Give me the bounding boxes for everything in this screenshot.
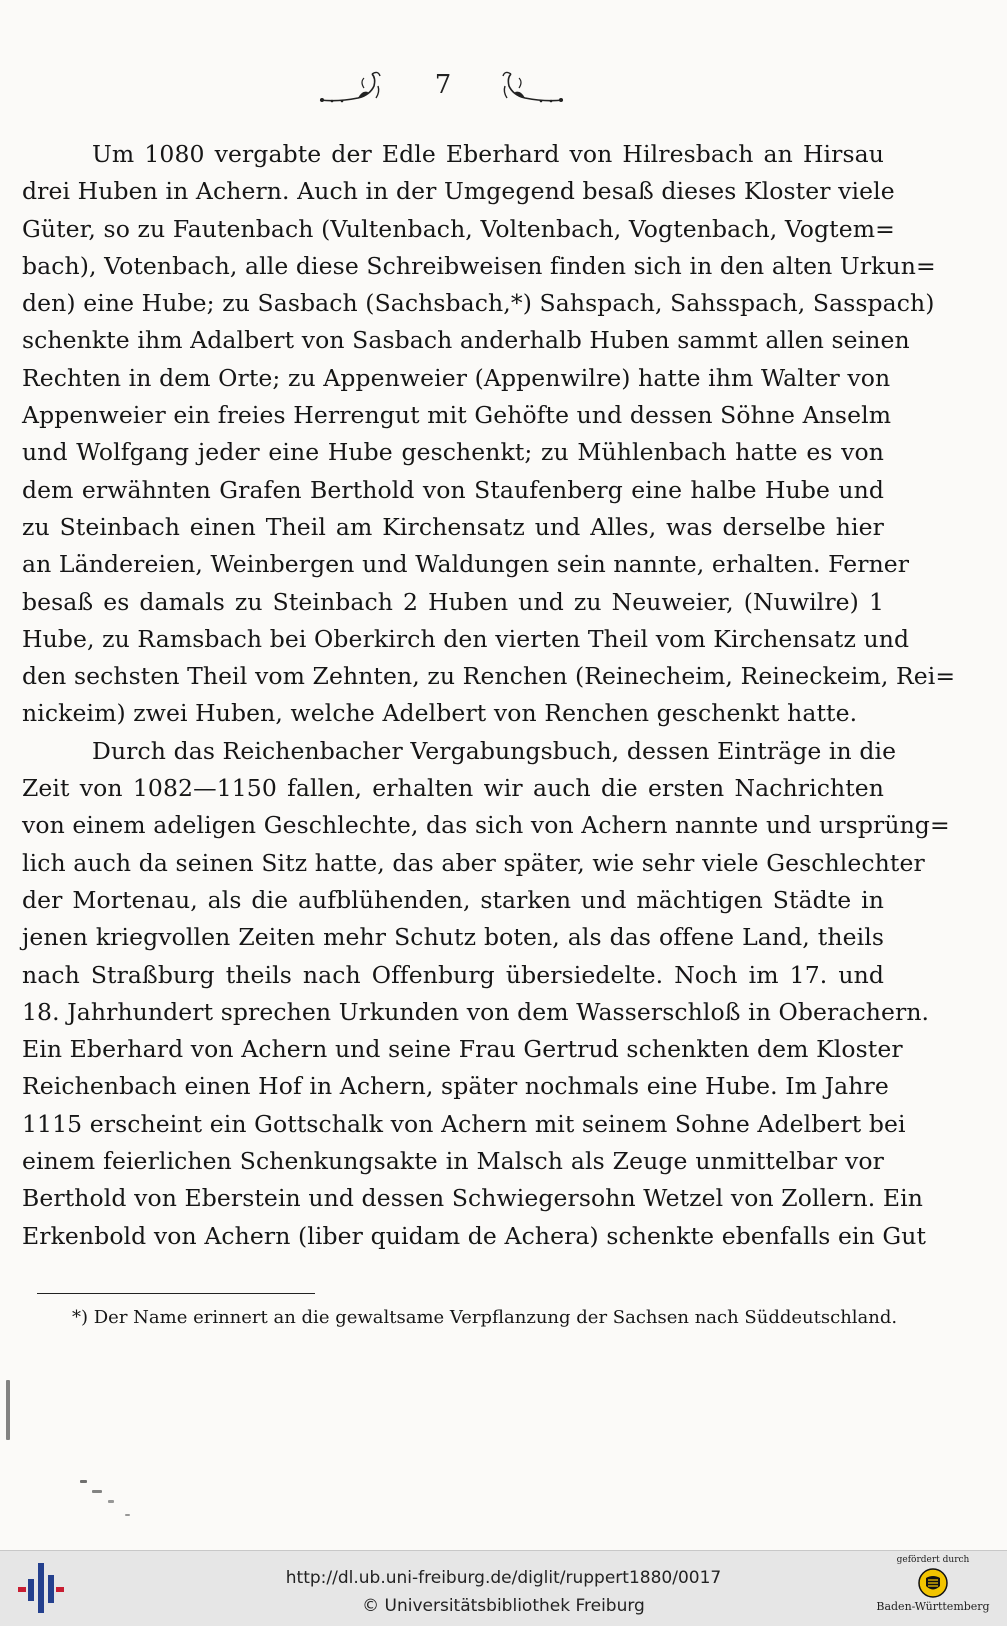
text-line: bach), Votenbach, alle diese Schreibweisen finden sich in den alten Urkun= xyxy=(22,251,936,280)
text-line: besaß es damals zu Steinbach 2 Huben und zu Neuweier, (Nuwilre) 1 xyxy=(22,587,884,616)
sponsor-bottom-text: Baden-Württemberg xyxy=(876,1600,990,1613)
footer-copyright: © Universitätsbibliothek Freiburg xyxy=(362,1596,645,1616)
sponsor-top-text: gefördert durch xyxy=(896,1555,970,1565)
text-line: Rechten in dem Orte; zu Appenweier (Appenwilre) hatte ihm Walter von xyxy=(22,363,891,392)
text-line: 1115 erscheint ein Gottschalk von Achern mit seinem Sohne Adelbert bei xyxy=(22,1109,906,1138)
text-line: 18. Jahrhundert sprechen Urkunden von dem Wasserschloß in Oberachern. xyxy=(22,997,930,1026)
footer-url-link[interactable]: http://dl.ub.uni-freiburg.de/diglit/ruppert1880/0017 xyxy=(285,1568,722,1588)
footnote-rule xyxy=(37,1293,315,1294)
text-line: Reichenbach einen Hof in Achern, später nochmals eine Hube. Im Jahre xyxy=(22,1072,889,1101)
text-line: Hube, zu Ramsbach bei Oberkirch den vierten Theil vom Kirchensatz und xyxy=(22,624,910,653)
page-header xyxy=(0,60,1007,110)
text-line: lich auch da seinen Sitz hatte, das aber später, wie sehr viele Geschlechter xyxy=(22,848,925,877)
text-line: und Wolfgang jeder eine Hube geschenkt; zu Mühlenbach hatte es von xyxy=(22,438,884,467)
scan-speck xyxy=(108,1500,114,1503)
text-line: Güter, so zu Fautenbach (Vultenbach, Voltenbach, Vogtenbach, Vogtem= xyxy=(22,214,895,243)
text-line: Berthold von Eberstein und dessen Schwiegersohn Wetzel von Zollern. Ein xyxy=(22,1184,924,1213)
text-line: den sechsten Theil vom Zehnten, zu Renchen (Reinecheim, Reineckeim, Rei= xyxy=(22,662,956,691)
text-line: zu Steinbach einen Theil am Kirchensatz und Alles, was derselbe hier xyxy=(22,512,884,541)
text-line: einem feierlichen Schenkungsakte in Malsch als Zeuge unmittelbar vor xyxy=(22,1147,884,1176)
page-number: 7 xyxy=(434,70,452,100)
text-line: nickeim) zwei Huben, welche Adelbert von Renchen geschenkt hatte. xyxy=(22,699,858,728)
text-line: dem erwähnten Grafen Berthold von Staufenberg eine halbe Hube und xyxy=(22,475,884,504)
text-line: schenkte ihm Adalbert von Sasbach anderhalb Huben sammt allen seinen xyxy=(22,326,910,355)
right-ornament-icon xyxy=(495,68,565,108)
footnote: *) Der Name erinnert an die gewaltsame Verpflanzung der Sachsen nach Süddeutschland. xyxy=(72,1307,898,1328)
text-line: Um 1080 vergabte der Edle Eberhard von Hilresbach an Hirsau xyxy=(92,140,884,168)
text-line: nach Straßburg theils nach Offenburg übersiedelte. Noch im 17. und xyxy=(22,960,884,989)
sponsor-badge xyxy=(868,1555,998,1613)
body-text xyxy=(22,136,956,1255)
text-line: der Mortenau, als die aufblühenden, starken und mächtigen Städte in xyxy=(22,885,884,914)
scan-speck xyxy=(80,1480,87,1483)
paragraph xyxy=(22,136,956,733)
text-line: den) eine Hube; zu Sasbach (Sachsbach,*) Sahspach, Sahsspach, Sasspach) xyxy=(22,289,935,318)
text-line: Appenweier ein freies Herrengut mit Gehöfte und dessen Söhne Anselm xyxy=(22,401,892,430)
text-line: Erkenbold von Achern (liber quidam de Achera) schenkte ebenfalls ein Gut xyxy=(22,1221,927,1250)
paragraph xyxy=(22,733,950,1255)
footer-bar xyxy=(0,1550,1007,1626)
text-line: drei Huben in Achern. Auch in der Umgegend besaß dieses Kloster viele xyxy=(22,177,895,206)
text-line: jenen kriegvollen Zeiten mehr Schutz boten, als das offene Land, theils xyxy=(22,923,884,952)
scan-speck xyxy=(92,1490,102,1493)
text-line: an Ländereien, Weinbergen und Waldungen sein nannte, erhalten. Ferner xyxy=(22,550,910,579)
scan-speck xyxy=(125,1514,130,1516)
left-ornament-icon xyxy=(318,68,388,108)
state-seal-icon xyxy=(918,1568,948,1598)
text-line: Durch das Reichenbacher Vergabungsbuch, dessen Einträge in die xyxy=(92,736,897,765)
scan-speck xyxy=(6,1380,10,1440)
text-line: Ein Eberhard von Achern und seine Frau Gertrud schenkten dem Kloster xyxy=(22,1035,903,1064)
text-line: von einem adeligen Geschlechte, das sich von Achern nannte und ursprüng= xyxy=(22,811,950,840)
text-line: Zeit von 1082—1150 fallen, erhalten wir auch die ersten Nachrichten xyxy=(22,774,884,803)
